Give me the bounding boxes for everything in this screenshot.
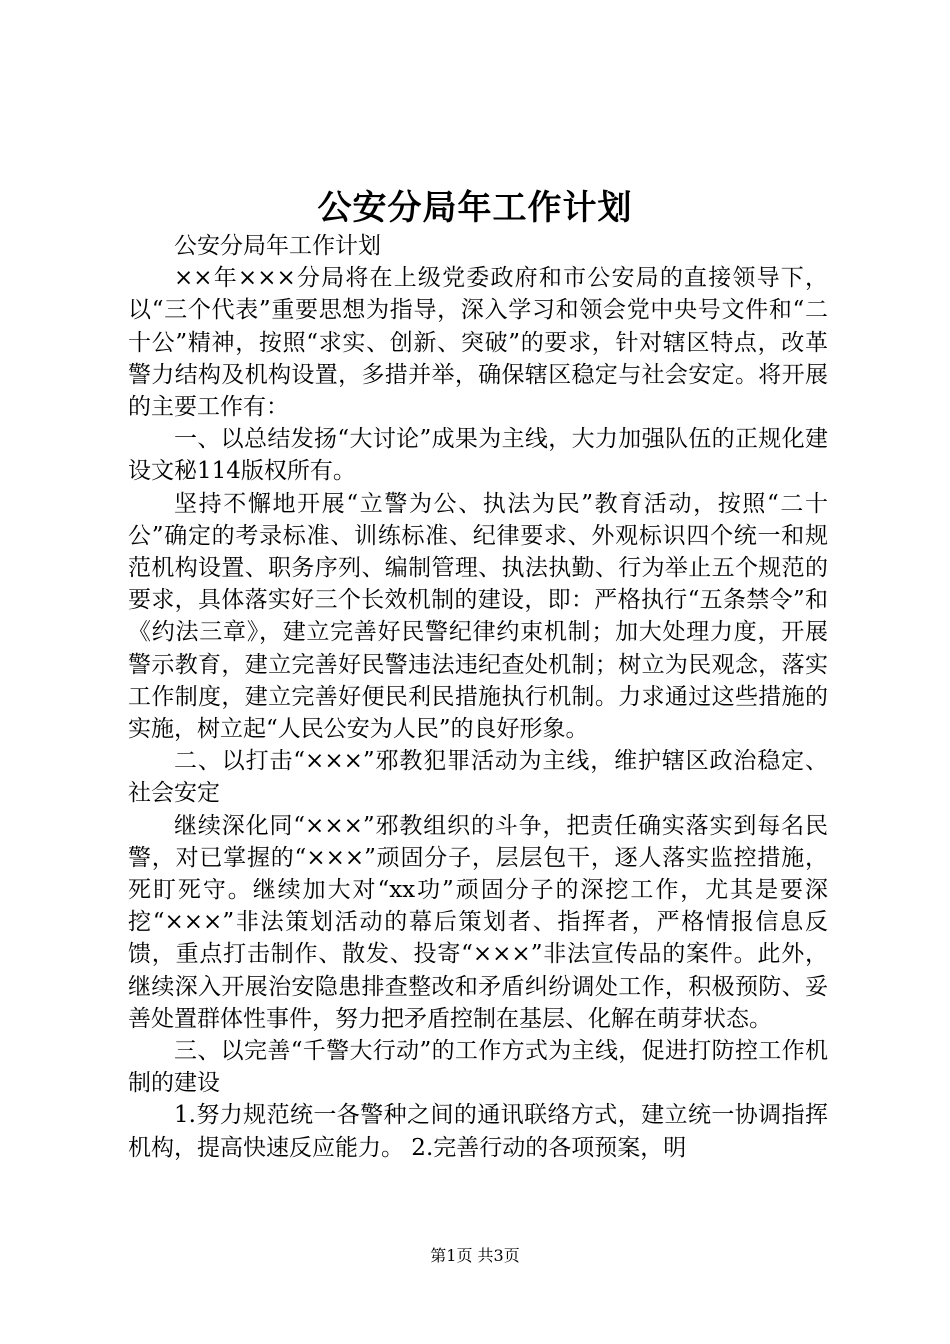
section-body-1: 坚持不懈地开展“立警为公、执法为民”教育活动，按照“二十公”确定的考录标准、训练标准、纪律要求、外观标识四个统一和规范机构设置、职务序列、编制管理、执法执勤、行为举止五个规范的要求，具体落实好三个长效机制的建设，即：严格执行“五条禁令”和《约法三章》，建立完善好民警纪律约束机制；加大处理力度，开展警示教育，建立完善好民警违法违纪查处机制；树立为民观念，落实工作制度，建立完善好便民利民措施执行机制。力求通过这些措施的实施，树立起“人民公安为人民”的良好形象。 (128, 490, 828, 743)
section-body-2: 继续深化同“×××”邪教组织的斗争，把责任确实落实到每名民警，对已掌握的“×××”顽固分子，层层包干，逐人落实监控措施，死盯死守。继续加大对“xx功”顽固分子的深挖工作，尤其是要深挖“×××”非法策划活动的幕后策划者、指挥者，严格情报信息反馈，重点打击制作、散发、投寄“×××”非法宣传品的案件。此外，继续深入开展治安隐患排查整改和矛盾纠纷调处工作，积极预防、妥善处置群体性事件，努力把矛盾控制在基层、化解在萌芽状态。 (128, 812, 828, 1032)
document-title: 公安分局年工作计划 (317, 188, 633, 228)
section-heading-1: 一、以总结发扬“大讨论”成果为主线，大力加强队伍的正规化建设文秘114版权所有。 (128, 426, 828, 485)
section-heading-2: 二、以打击“×××”邪教犯罪活动为主线，维护辖区政治稳定、社会安定 (128, 748, 828, 807)
document-body (128, 230, 828, 1164)
subtitle-paragraph: 公安分局年工作计划 (174, 233, 381, 259)
page-footer: 第1页 共3页 (430, 1246, 520, 1265)
intro-paragraph: ××年×××分局将在上级党委政府和市公安局的直接领导下，以“三个代表”重要思想为指导，深入学习和领会党中央号文件和“二十公”精神，按照“求实、创新、突破”的要求，针对辖区特点，改革警力结构及机构设置，多措并举，确保辖区稳定与社会安定。将开展的主要工作有： (128, 265, 828, 421)
section-body-3: 1.努力规范统一各警种之间的通讯联络方式，建立统一协调指挥机构，提高快速反应能力。 2.完善行动的各项预案，明 (128, 1102, 828, 1161)
section-heading-3: 三、以完善“千警大行动”的工作方式为主线，促进打防控工作机制的建设 (128, 1038, 828, 1097)
